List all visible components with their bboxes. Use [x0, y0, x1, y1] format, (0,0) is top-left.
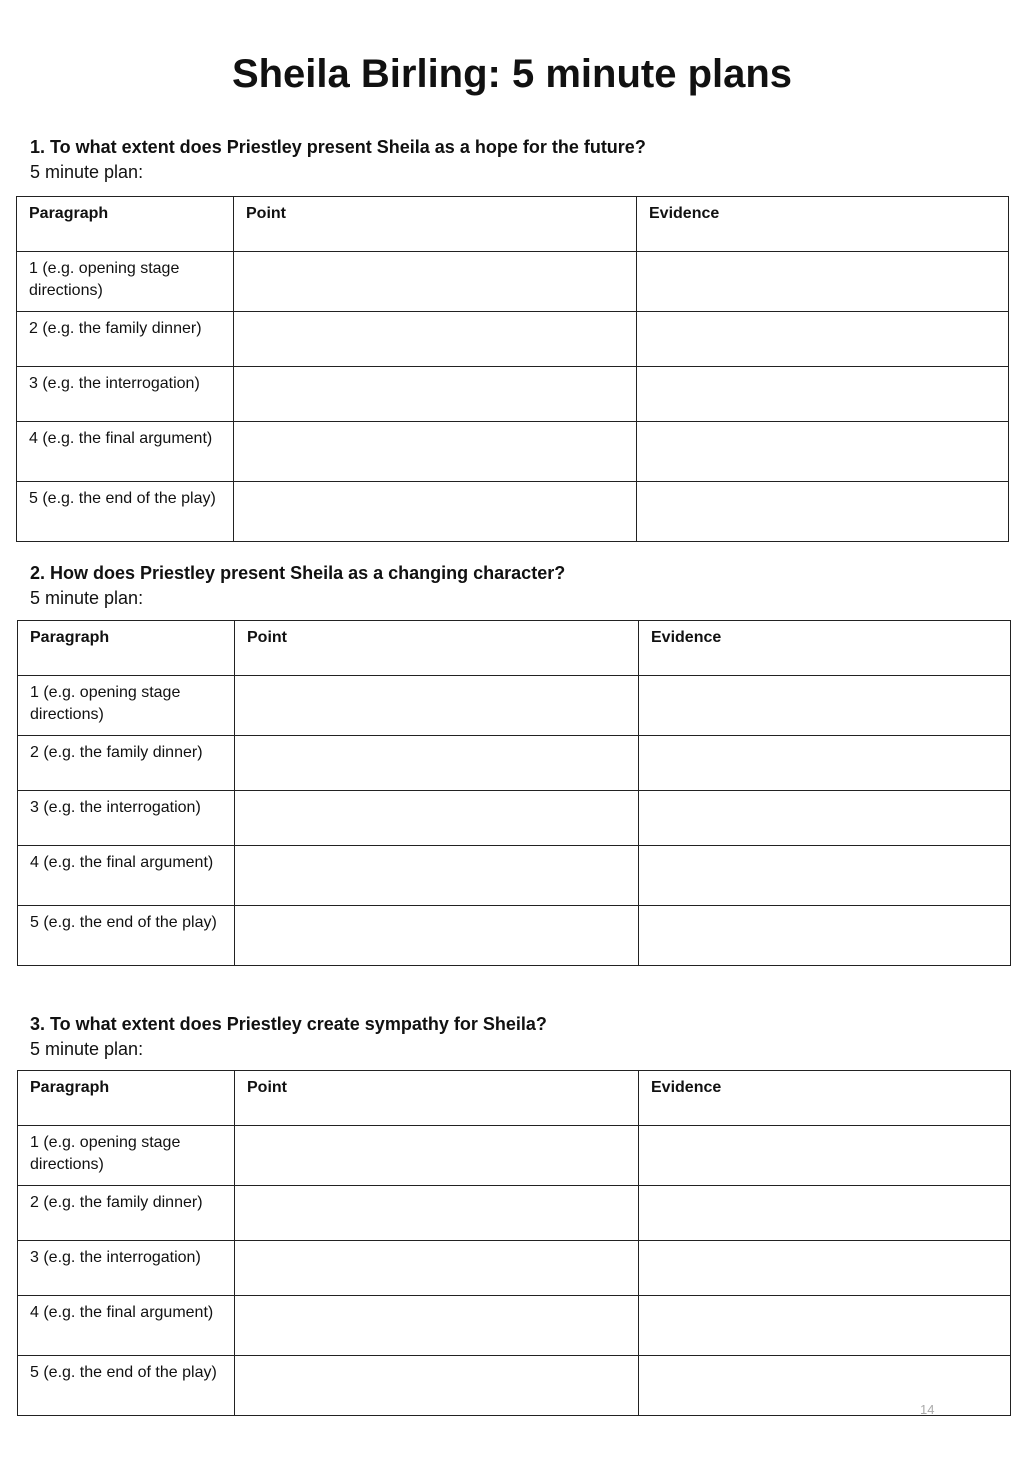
row-label: 4 (e.g. the final argument): [18, 1296, 235, 1356]
point-cell[interactable]: [235, 791, 639, 846]
point-cell[interactable]: [234, 312, 637, 367]
table-header-row: [18, 1071, 1011, 1126]
table-row: [18, 1126, 1011, 1186]
point-cell[interactable]: [235, 736, 639, 791]
evidence-cell[interactable]: [639, 736, 1011, 791]
plan-label-3: 5 minute plan:: [30, 1039, 144, 1059]
table-row: [18, 676, 1011, 736]
plan-label-1: 5 minute plan:: [30, 162, 144, 182]
evidence-cell[interactable]: [637, 252, 1009, 312]
header-point: Point: [234, 197, 637, 252]
evidence-cell[interactable]: [637, 367, 1009, 422]
evidence-cell[interactable]: [639, 791, 1011, 846]
header-paragraph: Paragraph: [17, 197, 234, 252]
question-2: 2. How does Priestley present Sheila as a changing character?: [30, 563, 566, 583]
table-row: [17, 367, 1009, 422]
table-row: [18, 846, 1011, 906]
point-cell[interactable]: [235, 1126, 639, 1186]
point-cell[interactable]: [235, 906, 639, 966]
row-label: 5 (e.g. the end of the play): [18, 1356, 235, 1416]
point-cell[interactable]: [235, 1296, 639, 1356]
point-cell[interactable]: [235, 676, 639, 736]
question-3: 3. To what extent does Priestley create sympathy for Sheila?: [30, 1014, 547, 1034]
table-row: [17, 482, 1009, 542]
plan-table-2: [17, 620, 1011, 966]
point-cell[interactable]: [235, 846, 639, 906]
evidence-cell[interactable]: [639, 1296, 1011, 1356]
table-header-row: [18, 621, 1011, 676]
header-evidence: Evidence: [639, 1071, 1011, 1126]
table-row: [18, 736, 1011, 791]
table-row: [18, 791, 1011, 846]
plan-table-3: [17, 1070, 1011, 1416]
evidence-cell[interactable]: [639, 1126, 1011, 1186]
evidence-cell[interactable]: [637, 422, 1009, 482]
evidence-cell[interactable]: [639, 1241, 1011, 1296]
header-evidence: Evidence: [639, 621, 1011, 676]
header-paragraph: Paragraph: [18, 621, 235, 676]
row-label: 4 (e.g. the final argument): [17, 422, 234, 482]
question-1: 1. To what extent does Priestley present Sheila as a hope for the future?: [30, 137, 646, 157]
table-row: [17, 252, 1009, 312]
row-label: 4 (e.g. the final argument): [18, 846, 235, 906]
table-row: [18, 906, 1011, 966]
point-cell[interactable]: [234, 367, 637, 422]
row-label: 2 (e.g. the family dinner): [18, 1186, 235, 1241]
header-paragraph: Paragraph: [18, 1071, 235, 1126]
evidence-cell[interactable]: [639, 846, 1011, 906]
table-row: [18, 1186, 1011, 1241]
row-label: 5 (e.g. the end of the play): [18, 906, 235, 966]
row-label: 2 (e.g. the family dinner): [18, 736, 235, 791]
evidence-cell[interactable]: [637, 482, 1009, 542]
row-label: 5 (e.g. the end of the play): [17, 482, 234, 542]
table-row: [17, 312, 1009, 367]
header-point: Point: [235, 621, 639, 676]
table-row: [17, 422, 1009, 482]
point-cell[interactable]: [234, 252, 637, 312]
point-cell[interactable]: [235, 1241, 639, 1296]
evidence-cell[interactable]: [637, 312, 1009, 367]
table-row: [18, 1356, 1011, 1416]
page-title: Sheila Birling: 5 minute plans: [231, 52, 793, 96]
point-cell[interactable]: [235, 1356, 639, 1416]
row-label: 1 (e.g. opening stage directions): [17, 252, 234, 312]
row-label: 1 (e.g. opening stage directions): [18, 676, 235, 736]
page-number: 14: [920, 1402, 935, 1417]
point-cell[interactable]: [235, 1186, 639, 1241]
row-label: 3 (e.g. the interrogation): [18, 791, 235, 846]
evidence-cell[interactable]: [639, 1356, 1011, 1416]
plan-table-1: [16, 196, 1009, 542]
row-label: 2 (e.g. the family dinner): [17, 312, 234, 367]
row-label: 3 (e.g. the interrogation): [17, 367, 234, 422]
point-cell[interactable]: [234, 422, 637, 482]
table-header-row: [17, 197, 1009, 252]
evidence-cell[interactable]: [639, 676, 1011, 736]
header-point: Point: [235, 1071, 639, 1126]
row-label: 1 (e.g. opening stage directions): [18, 1126, 235, 1186]
table-row: [18, 1241, 1011, 1296]
table-row: [18, 1296, 1011, 1356]
evidence-cell[interactable]: [639, 1186, 1011, 1241]
evidence-cell[interactable]: [639, 906, 1011, 966]
point-cell[interactable]: [234, 482, 637, 542]
header-evidence: Evidence: [637, 197, 1009, 252]
row-label: 3 (e.g. the interrogation): [18, 1241, 235, 1296]
plan-label-2: 5 minute plan:: [30, 588, 144, 608]
